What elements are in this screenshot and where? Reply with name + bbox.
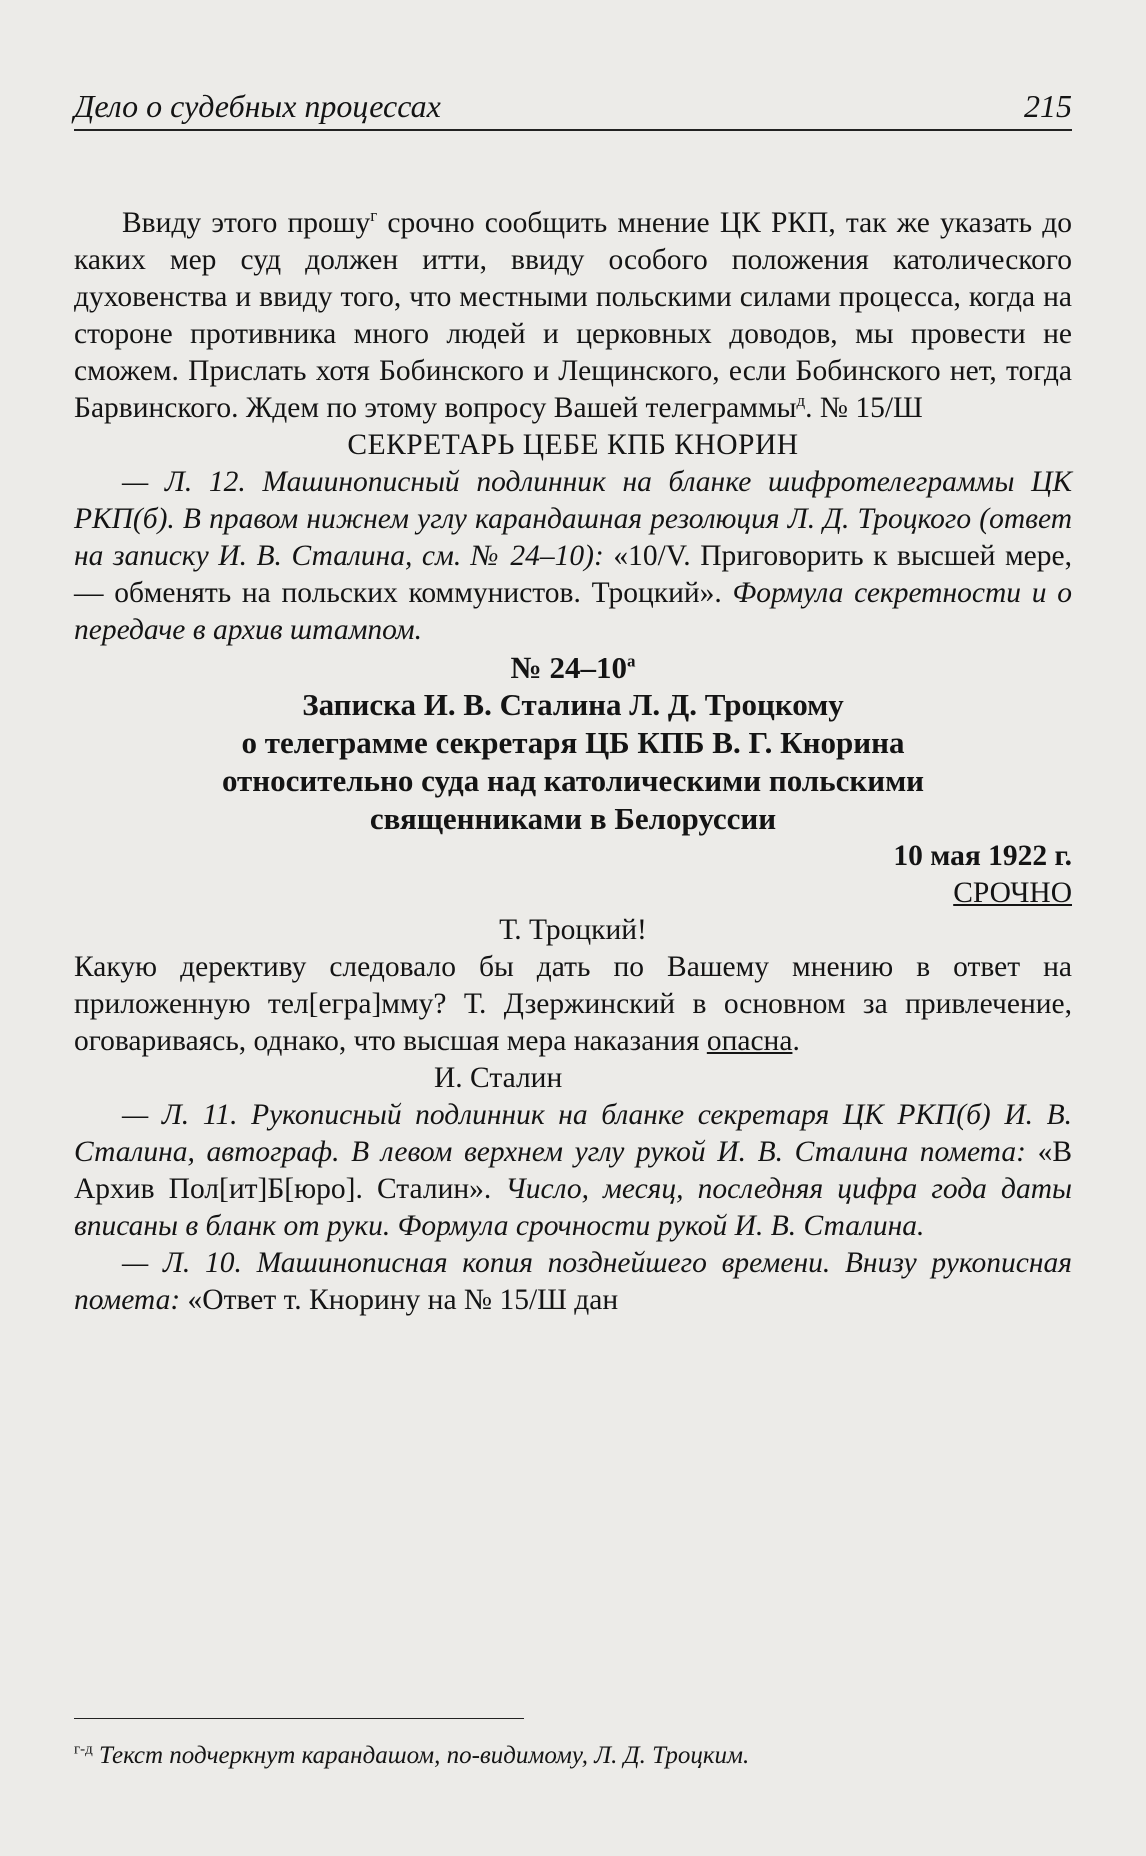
document-title-line: Записка И. В. Сталина Л. Д. Троцкому xyxy=(302,687,844,722)
letter-address: Т. Троцкий! xyxy=(499,914,647,946)
archival-note: — Л. 10. Машинописная копия позднейшего времени. Внизу рукописная помета: «Ответ т. Кнорину на № 15/Ш дан xyxy=(74,1247,1072,1316)
document-number: № 24–10$^a$ xyxy=(510,650,636,685)
telegram-paragraph: Ввиду этого прошу$^г$ срочно сообщить мнение ЦК РКП, так же указать до каких мер суд должен итти, ввиду особого положения католического духовенства и ввиду того, что местными польскими силами процесса, когда на стороне противника много людей и церковных доводов, мы провести не сможем. Прислать хотя Бобинского и Лещинского, если Бобинского нет, тогда Барвинского. Ждем по этому вопросу Вашей телеграммы$^д$. № 15/Ш xyxy=(74,206,1072,424)
footnote-mark: д xyxy=(796,391,806,411)
document-title-line: относительно суда над католическими польскими xyxy=(221,763,925,798)
footnote-mark: г xyxy=(370,206,378,226)
telegram-signature: СЕКРЕТАРЬ ЦЕБЕ КПБ КНОРИН xyxy=(347,429,799,461)
page-number: 215 xyxy=(1024,88,1072,124)
document-title-line: о телеграмме секретаря ЦБ КПБ В. Г. Кнорина xyxy=(241,725,905,760)
footnote-divider xyxy=(74,1718,524,1719)
letter-signature: И. Сталин xyxy=(434,1062,563,1094)
footnote: $^{г-д}$ Текст подчеркнут карандашом, по-видимому, Л. Д. Троцким. xyxy=(74,1741,750,1769)
running-header xyxy=(74,88,1072,131)
document-title xyxy=(74,686,1072,838)
page-body xyxy=(74,205,1072,1319)
letter-body: Какую дерективу следовало бы дать по Вашему мнению в ответ на приложенную тел[егра]мму? Т. Дзержинский в основном за привлечение, оговариваясь, однако, что высшая мера наказания опасна. xyxy=(74,951,1072,1057)
urgency-mark: СРОЧНО xyxy=(953,877,1072,909)
document-title-line: священниками в Белоруссии xyxy=(369,801,777,836)
document-date: 10 мая 1922 г. xyxy=(893,840,1072,872)
header-title: Дело о судебных процессах xyxy=(74,88,441,124)
archival-note: — Л. 12. Машинописный подлинник на бланке шифротелеграммы ЦК РКП(б). В правом нижнем углу карандашная резолюция Л. Д. Троцкого (ответ на записку И. В. Сталина, см. № 24–10): «10/V. Приговорить к высшей мере,— обменять на польских коммунистов. Троцкий». Формула секретности и о передаче в архив штампом. xyxy=(74,466,1072,646)
archival-note: — Л. 11. Рукописный подлинник на бланке секретаря ЦК РКП(б) И. В. Сталина, автограф. В левом верхнем углу рукой И. В. Сталина помета: «В Архив Пол[ит]Б[юро]. Сталин». Число, месяц, последняя цифра года даты вписаны в бланк от руки. Формула срочности рукой И. В. Сталина. xyxy=(74,1099,1072,1242)
